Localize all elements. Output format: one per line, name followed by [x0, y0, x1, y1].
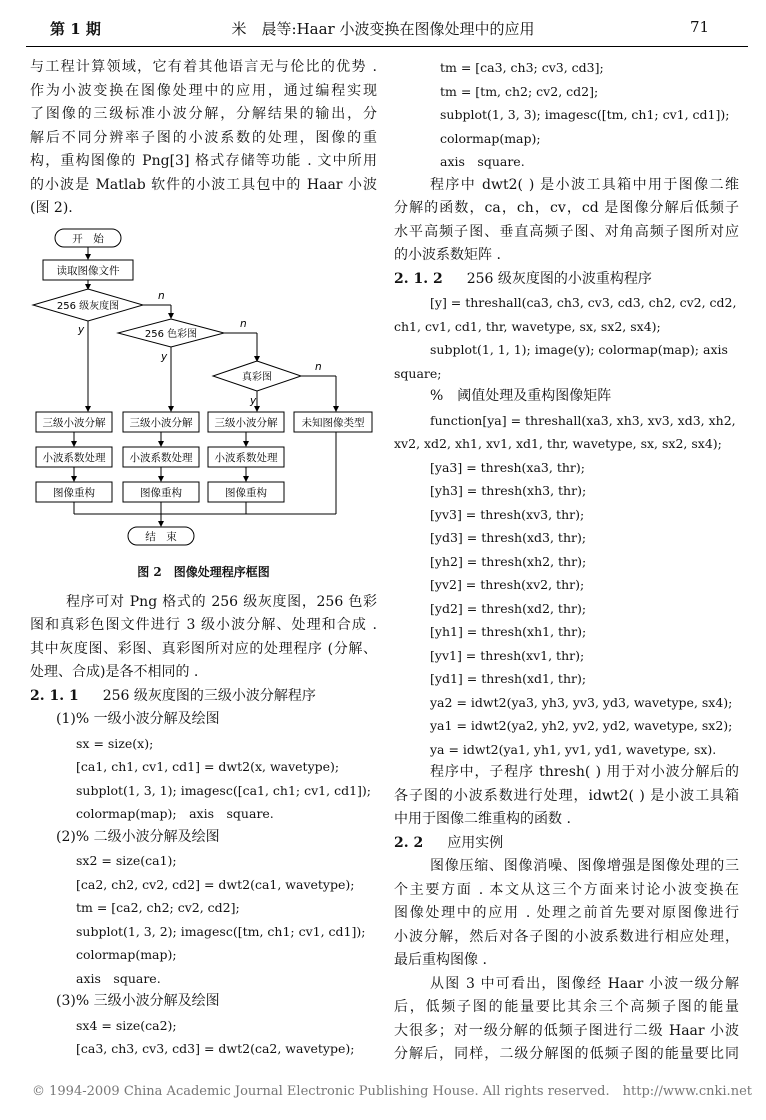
code-comment-heading: (2)% 二级小波分解及绘图: [56, 828, 220, 845]
code-line: sx4 = size(ca2);: [76, 1017, 177, 1033]
page-header: [0, 0, 766, 44]
flow-no-label: n: [315, 360, 322, 373]
code-line: axis square.: [76, 970, 161, 986]
code-line: [ca2, ch2, cv2, cd2] = dwt2(ca1, wavetype);: [76, 876, 355, 892]
text-line: 后，低频子图的能量要比其余三个高频子图的能量: [394, 999, 739, 1015]
text-line: 个主要方面 . 本文从这三个方面来讨论小波变换在: [394, 881, 739, 898]
code-line: subplot(1, 3, 1); imagesc([ca1, ch1; cv1, cd1]);: [76, 782, 372, 798]
running-title: 米 晨等:Haar 小波变换在图像处理中的应用: [231, 20, 535, 38]
text-line: 中用于图像二维重构的函数 .: [394, 811, 571, 827]
code-comment: % 阈值处理及重构图像矩阵: [430, 388, 612, 404]
flow-recon-label: 图像重构: [53, 486, 95, 499]
code-line: colormap(map); axis square.: [76, 806, 274, 821]
flow-read-label: 读取图像文件: [56, 264, 120, 277]
flow-yes-label: y: [78, 323, 85, 336]
code-line: [yv3] = thresh(xv3, thr);: [430, 506, 585, 522]
flow-recon-label: 图像重构: [140, 486, 182, 499]
text-line: 与工程计算领域，它有着其他语言无与伦比的优势 .: [30, 59, 377, 75]
code-line: subplot(1, 3, 3); imagesc([tm, ch1; cv1, cd1]);: [440, 107, 730, 122]
code-line: sx2 = size(ca1);: [76, 853, 177, 868]
code-line: sx = size(x);: [76, 735, 154, 751]
code-line: ch1, cv1, cd1, thr, wavetype, sx, sx2, sx4);: [394, 318, 661, 334]
code-line: [yv2] = thresh(xv2, thr);: [430, 577, 585, 592]
text-line: 大很多；对一级分解的低频子图进行二级 Haar 小波: [394, 1022, 739, 1039]
section-title: 应用实例: [447, 834, 504, 851]
code-line: ya2 = idwt2(ya3, yh3, yv3, yd3, wavetype, sx4);: [430, 694, 733, 710]
issue-number: 第 1 期: [50, 20, 101, 38]
code-line: tm = [ca2, ch2; cv2, cd2];: [76, 900, 240, 915]
code-line: square;: [394, 365, 442, 381]
flow-coef-label: 小波系数处理: [214, 451, 278, 464]
section-heading-2-2: [394, 832, 739, 856]
paragraph-figure-3: [394, 973, 739, 1067]
flow-yes-label: y: [161, 350, 168, 363]
text-line: 解后不同分辨率子图的小波系数的处理，图像的重: [30, 129, 377, 146]
code-line: [yd3] = thresh(xd3, thr);: [430, 530, 587, 545]
header-rule: [26, 46, 748, 47]
code-line: [ya3] = thresh(xa3, thr);: [430, 459, 585, 475]
code-line: colormap(map);: [76, 947, 177, 962]
code-comment-heading: (1)% 一级小波分解及绘图: [56, 711, 220, 727]
flow-color-label: 256 色彩图: [144, 328, 198, 340]
right-column: [394, 56, 739, 1067]
text-line: 的小波系数矩阵 .: [394, 247, 501, 263]
text-line: 程序中，子程序 thresh( ) 用于对小波分解后的: [430, 764, 739, 780]
code-line: [yd1] = thresh(xd1, thr);: [430, 671, 587, 686]
paragraph-2: [30, 591, 377, 685]
section-title: 256 级灰度图的小波重构程序: [466, 270, 652, 287]
text-line: 程序中 dwt2( ) 是小波工具箱中用于图像二维: [430, 176, 739, 193]
text-line: 图像压缩、图像消噪、图像增强是图像处理的三: [430, 858, 739, 874]
code-line: [yv1] = thresh(xv1, thr);: [430, 647, 585, 663]
code-line: [ca1, ch1, cv1, cd1] = dwt2(x, wavetype);: [76, 759, 340, 774]
flow-no-label: n: [240, 317, 247, 330]
section-title: 256 级灰度图的三级小波分解程序: [102, 687, 316, 704]
paragraph-application: [394, 855, 739, 973]
text-line: 其中灰度图、彩图、真彩图所对应的处理程序 (分解、: [30, 640, 377, 657]
section-number: 2. 1. 1: [30, 687, 79, 704]
flow-gray-label: 256 级灰度图: [56, 300, 120, 312]
flow-start-label: 开 始: [72, 232, 104, 245]
left-column: [30, 56, 377, 1061]
code-line: [yd2] = thresh(xd2, thr);: [430, 600, 587, 616]
code-comment-heading: (3)% 三级小波分解及绘图: [56, 993, 220, 1009]
flow-decomp-label: 三级小波分解: [42, 416, 106, 429]
code-line: colormap(map);: [440, 130, 541, 146]
code-line: ya1 = idwt2(ya2, yh2, yv2, yd2, wavetype, sx2);: [430, 718, 733, 733]
flow-unknown-label: 未知图像类型: [301, 416, 365, 429]
flow-no-label: n: [158, 289, 165, 302]
code-line: subplot(1, 3, 2); imagesc([tm, ch1; cv1, cd1]);: [76, 923, 366, 939]
text-line: 处理、合成)是各不相同的 .: [30, 664, 199, 680]
text-line: 的小波是 Matlab 软件的小波工具包中的 Haar 小波: [30, 176, 377, 193]
flow-end-label: 结 束: [145, 530, 177, 543]
intro-paragraph: [30, 56, 377, 221]
code-line: [y] = threshall(ca3, ch3, cv3, cd3, ch2, cv2, cd2,: [430, 295, 737, 310]
text-line: 构，重构图像的 Png[3] 格式存储等功能 . 文中所用: [30, 153, 377, 169]
text-line: 各子图的小波系数进行处理，idwt2( ) 是小波工具箱: [394, 787, 739, 804]
code-line: axis square.: [440, 154, 525, 169]
code-line: function[ya] = threshall(xa3, xh3, xv3, xd3, xh2,: [430, 412, 736, 428]
flow-coef-label: 小波系数处理: [129, 451, 193, 464]
text-line: 最后重构图像 .: [394, 952, 487, 968]
text-line: 了图像的三级标准小波分解，分解结果的输出，分: [30, 106, 377, 122]
text-line: 分解的函数，ca，ch，cv，cd 是图像分解后低频子: [394, 200, 739, 216]
section-heading-2-1-1: [30, 685, 377, 709]
text-line: 水平高频子图、垂直高频子图、对角高频子图所对应: [394, 223, 739, 240]
code-line: [yh2] = thresh(xh2, thr);: [430, 553, 587, 569]
text-line: 小波分解，然后对各子图的小波系数进行相应处理，: [394, 928, 739, 945]
flow-coef-label: 小波系数处理: [42, 451, 106, 464]
flow-recon-label: 图像重构: [225, 486, 267, 499]
code-line: subplot(1, 1, 1); image(y); colormap(map); axis: [430, 342, 728, 357]
text-line: 从图 3 中可看出，图像经 Haar 小波一级分解: [430, 975, 739, 992]
page-number: 71: [690, 18, 710, 36]
flowchart-svg: [30, 225, 377, 565]
section-number: 2. 2: [394, 834, 424, 851]
text-line: 分解后，同样，二级分解图的低频子图的能量要比同: [394, 1046, 739, 1062]
flow-decomp-label: 三级小波分解: [214, 416, 278, 429]
code-line: tm = [ca3, ch3; cv3, cd3];: [440, 60, 604, 75]
code-line: xv2, xd2, xh1, xv1, xd1, thr, wavetype, sx, sx2, sx4);: [394, 436, 722, 451]
code-line: ya = idwt2(ya1, yh1, yv1, yd1, wavetype, sx).: [430, 741, 717, 757]
figure-caption: 图 2 图像处理程序框图: [137, 564, 270, 579]
paragraph-thresh: [394, 761, 739, 832]
text-line: 图像处理中的应用 . 处理之前首先要对原图像进行: [394, 905, 739, 921]
section-heading-2-1-2: [394, 268, 739, 292]
code-line: [yh1] = thresh(xh1, thr);: [430, 624, 587, 639]
paragraph-dwt2: [394, 174, 739, 268]
code-line: [yh3] = thresh(xh3, thr);: [430, 483, 587, 498]
copyright-footer: © 1994-2009 China Academic Journal Electronic Publishing House. All rights reserved. http://www.cnki.net: [32, 1084, 752, 1099]
figure-2-flowchart: [30, 225, 377, 585]
text-line: (图 2).: [30, 200, 73, 216]
text-line: 程序可对 Png 格式的 256 级灰度图，256 色彩: [66, 593, 377, 610]
text-line: 作为小波变换在图像处理中的应用，通过编程实现: [30, 82, 377, 99]
code-line: tm = [tm, ch2; cv2, cd2];: [440, 83, 599, 99]
flow-decomp-label: 三级小波分解: [129, 416, 193, 429]
text-line: 图和真彩色图文件进行 3 级小波分解、处理和合成 .: [30, 617, 377, 633]
code-line: [ca3, ch3, cv3, cd3] = dwt2(ca2, wavetype);: [76, 1041, 355, 1056]
section-number: 2. 1. 2: [394, 270, 443, 287]
flow-yes-label: y: [250, 394, 257, 407]
flow-true-label: 真彩图: [242, 371, 272, 383]
